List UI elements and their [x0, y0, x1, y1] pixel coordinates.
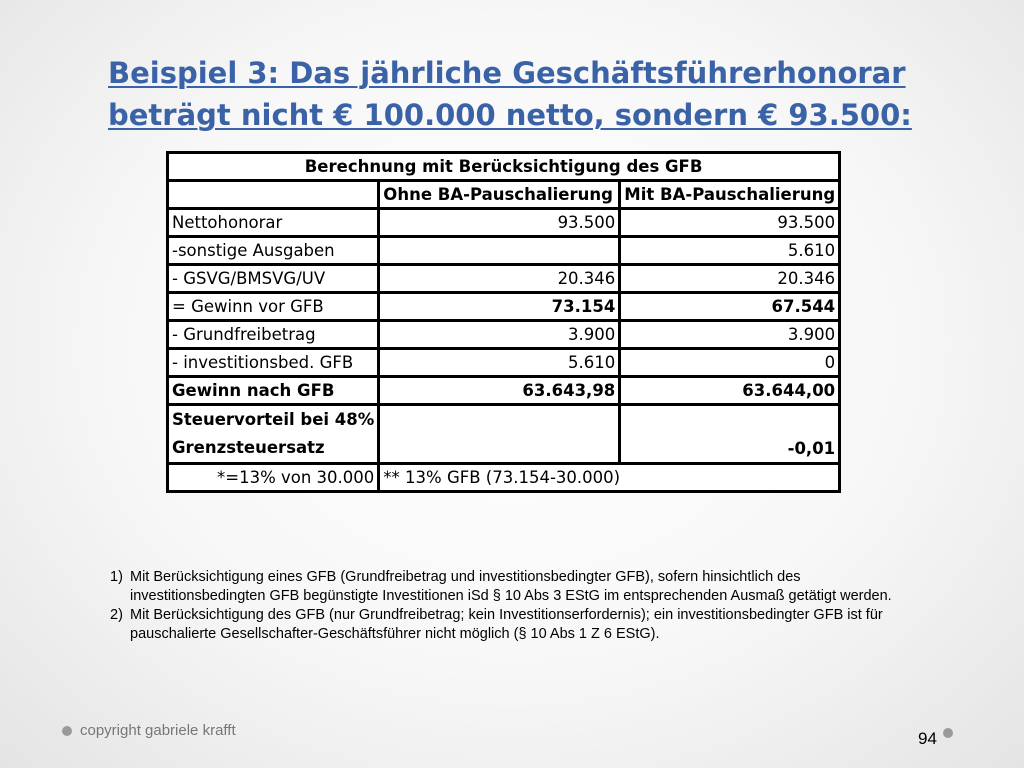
row-value-ohne	[379, 405, 620, 464]
footnote-number: 1)	[110, 569, 123, 585]
slide-title-line-2: beträgt nicht € 100.000 netto, sondern € 93.500:	[108, 98, 912, 132]
footnotes	[110, 568, 910, 644]
footer-copyright	[62, 722, 236, 739]
row-value-mit: 20.346	[620, 265, 840, 293]
header-mit-ba: Mit BA-Pauschalierung	[620, 181, 840, 209]
bullet-dot-icon	[943, 728, 953, 738]
row-value-mit: -0,01	[620, 405, 840, 464]
footnote-text: Mit Berücksichtigung eines GFB (Grundfreibetrag und investitionsbedingter GFB), sofern hinsichtlich des investitionsbedingten GFB begünstigte Investitionen iSd § 10 Abs 3 EStG im entsprechenden Ausmaß getätigt werden.	[130, 569, 892, 604]
page-number: 94	[918, 729, 937, 748]
row-label: - Grundfreibetrag	[168, 321, 379, 349]
table-row	[168, 377, 840, 405]
row-value-ohne: 63.643,98	[379, 377, 620, 405]
row-label: -sonstige Ausgaben	[168, 237, 379, 265]
row-value-mit: 0	[620, 349, 840, 377]
header-empty-cell	[168, 181, 379, 209]
row-value-mit: 3.900	[620, 321, 840, 349]
footnote-left: *=13% von 30.000	[168, 464, 379, 492]
row-value-mit: 63.644,00	[620, 377, 840, 405]
footnote-right: ** 13% GFB (73.154-30.000)	[379, 464, 840, 492]
row-value-mit: 67.544	[620, 293, 840, 321]
row-value-mit: 5.610	[620, 237, 840, 265]
gfb-calculation-table	[166, 151, 841, 493]
row-value-ohne: 20.346	[379, 265, 620, 293]
table-row	[168, 349, 840, 377]
table-row	[168, 237, 840, 265]
footnote-item	[110, 606, 910, 644]
bullet-dot-icon	[62, 726, 72, 736]
row-value-mit: 93.500	[620, 209, 840, 237]
row-label: Gewinn nach GFB	[168, 377, 379, 405]
slide-title	[108, 52, 968, 136]
row-label: = Gewinn vor GFB	[168, 293, 379, 321]
header-ohne-ba: Ohne BA-Pauschalierung	[379, 181, 620, 209]
row-value-ohne: 5.610	[379, 349, 620, 377]
table-caption-row	[168, 153, 840, 181]
row-value-ohne: 3.900	[379, 321, 620, 349]
table-caption: Berechnung mit Berücksichtigung des GFB	[168, 153, 840, 181]
footnote-item	[110, 568, 910, 606]
row-label: - GSVG/BMSVG/UV	[168, 265, 379, 293]
row-value-ohne: 73.154	[379, 293, 620, 321]
table-row	[168, 321, 840, 349]
row-value-ohne	[379, 237, 620, 265]
row-label: Nettohonorar	[168, 209, 379, 237]
row-label: - investitionsbed. GFB	[168, 349, 379, 377]
table-header-row	[168, 181, 840, 209]
table-row	[168, 293, 840, 321]
footnote-number: 2)	[110, 607, 123, 623]
footer-page	[918, 729, 953, 749]
row-label-line-1: Steuervorteil bei 48%	[172, 410, 375, 429]
slide-title-line-1: Beispiel 3: Das jährliche Geschäftsführerhonorar	[108, 56, 906, 90]
row-value-ohne: 93.500	[379, 209, 620, 237]
row-label	[168, 405, 379, 464]
footnote-text: Mit Berücksichtigung des GFB (nur Grundfreibetrag; kein Investitionserfordernis); ein investitionsbedingter GFB ist für pauschalierte Gesellschafter-Geschäftsführer nicht möglich (§ 10 Abs 1 Z 6 EStG).	[130, 607, 883, 642]
row-label-line-2: Grenzsteuersatz	[172, 438, 325, 457]
table-row	[168, 209, 840, 237]
table-footnote-row	[168, 464, 840, 492]
table-row-steuervorteil	[168, 405, 840, 464]
copyright-text: copyright gabriele krafft	[80, 722, 236, 739]
table-row	[168, 265, 840, 293]
